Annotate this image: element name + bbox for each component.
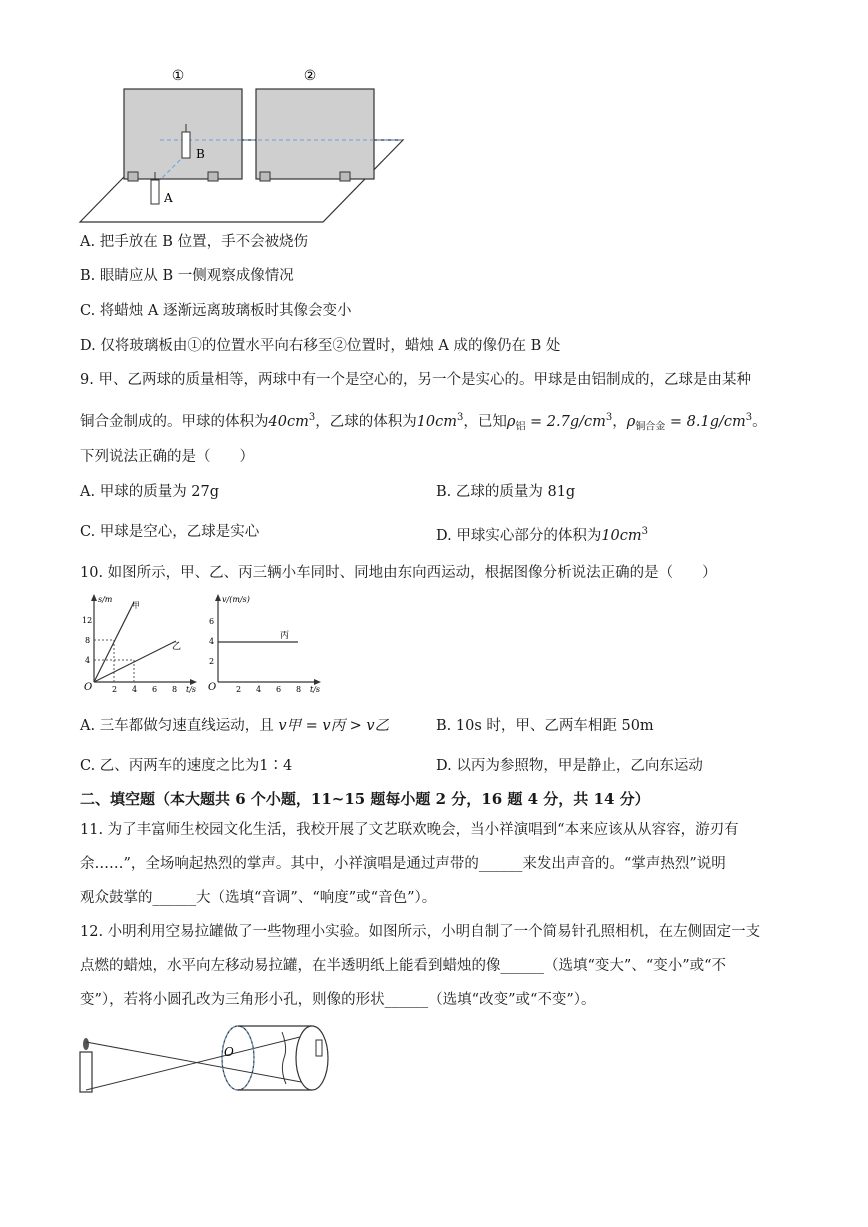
q12-line2: 点燃的蜡烛，水平向左移动易拉罐，在半透明纸上能看到蜡烛的像______（选填“变大”、“变小”或“不 <box>80 958 727 974</box>
mirror-position-1-label: ① <box>171 68 185 84</box>
pinhole-o-label: O <box>224 1045 234 1059</box>
q8-option-c: C. 将蜡烛 A 逐渐远离玻璃板时其像会变小 <box>80 303 352 319</box>
q8-option-d: D. 仅将玻璃板由①的位置水平向右移至②位置时，蜡烛 A 成的像仍在 B 处 <box>80 338 561 354</box>
candle-a-label: A <box>164 191 173 205</box>
st-xtick-2: 2 <box>112 685 118 694</box>
vt-xtick-6: 6 <box>276 685 282 694</box>
st-xtick-4: 4 <box>132 685 138 694</box>
q9-option-d: D. 甲球实心部分的体积为$10cm^3$ <box>436 526 649 544</box>
q9-stem-line1: 9. 甲、乙两球的质量相等，两球中有一个是空心的，另一个是实心的。甲球是由铝制成的，乙球是由某种 <box>80 372 751 388</box>
vt-origin: O <box>208 682 217 693</box>
st-xtick-6: 6 <box>152 685 158 694</box>
q9-stem-line3: 下列说法正确的是（ ） <box>80 449 254 465</box>
pinhole-camera-figure <box>72 1018 342 1098</box>
st-y-label: s/m <box>98 595 113 604</box>
vt-xtick-2: 2 <box>236 685 242 694</box>
candle-b-label: B <box>196 147 205 161</box>
q10-option-a: A. 三车都做匀速直线运动，且 v甲 = v丙 > v乙 <box>80 718 390 734</box>
st-xtick-8: 8 <box>172 685 178 694</box>
vt-xtick-8: 8 <box>296 685 302 694</box>
q10-option-b: B. 10s 时，甲、乙两车相距 50m <box>436 718 654 734</box>
q9-option-c: C. 甲球是空心，乙球是实心 <box>80 524 260 540</box>
q12-line3: 变”），若将小圆孔改为三角形小孔，则像的形状______（选填“改变”或“不变”）。 <box>80 992 596 1008</box>
vt-x-label: t/s <box>310 685 321 694</box>
q8-option-a: A. 把手放在 B 位置，手不会被烧伤 <box>80 234 309 250</box>
q9-stem-line2: 铜合金制成的。甲球的体积为$40cm^3$，乙球的体积为$10cm^3$，已知$\rho_铝 = 2.7g/cm^3$，$\rho_{铜合金} = 8.1g/cm^3$。 <box>80 412 767 433</box>
st-graph <box>82 592 202 697</box>
q11-line1: 11. 为了丰富师生校园文化生活，我校开展了文艺联欢晚会，当小祥演唱到“本来应该从从容容，游刃有 <box>80 822 739 838</box>
st-series-jia-label: 甲 <box>132 601 140 610</box>
vt-ytick-2: 2 <box>209 657 215 666</box>
q10-stem: 10. 如图所示，甲、乙、丙三辆小车同时、同地由东向西运动，根据图像分析说法正确的是（ ） <box>80 565 717 581</box>
section-2-heading: 二、填空题（本大题共 6 个小题，11~15 题每小题 2 分，16 题 4 分，共 14 分） <box>80 790 650 808</box>
vt-ytick-4: 4 <box>209 637 215 646</box>
q12-line1: 12. 小明利用空易拉罐做了一些物理小实验。如图所示，小明自制了一个简易针孔照相机，在左侧固定一支 <box>80 924 761 940</box>
q8-option-b: B. 眼睛应从 B 一侧观察成像情况 <box>80 268 294 284</box>
vt-y-label: v/(m/s) <box>222 595 250 604</box>
st-origin: O <box>84 682 93 693</box>
q10-option-c: C. 乙、丙两车的速度之比为1∶4 <box>80 758 293 774</box>
q9-option-b: B. 乙球的质量为 81g <box>436 484 576 500</box>
st-series-yi-label: 乙 <box>172 642 182 652</box>
vt-xtick-4: 4 <box>256 685 262 694</box>
st-series-yi <box>94 641 176 682</box>
vt-graph <box>206 592 331 697</box>
vt-ytick-6: 6 <box>209 617 215 626</box>
mirror-position-2-label: ② <box>303 68 317 84</box>
st-ytick-12: 12 <box>82 616 93 625</box>
plane-mirror-figure <box>78 62 408 224</box>
st-x-label: t/s <box>186 685 197 694</box>
q9-option-a: A. 甲球的质量为 27g <box>80 484 220 500</box>
st-ytick-8: 8 <box>85 636 91 645</box>
vt-series-bing-label: 丙 <box>280 631 290 641</box>
st-ytick-4: 4 <box>85 656 91 665</box>
q10-option-d: D. 以丙为参照物，甲是静止，乙向东运动 <box>436 758 703 774</box>
q11-line2: 余……”，全场响起热烈的掌声。其中，小祥演唱是通过声带的______来发出声音的。“掌声热烈”说明 <box>80 856 726 872</box>
q11-line3: 观众鼓掌的______大（选填“音调”、“响度”或“音色”）。 <box>80 890 437 906</box>
